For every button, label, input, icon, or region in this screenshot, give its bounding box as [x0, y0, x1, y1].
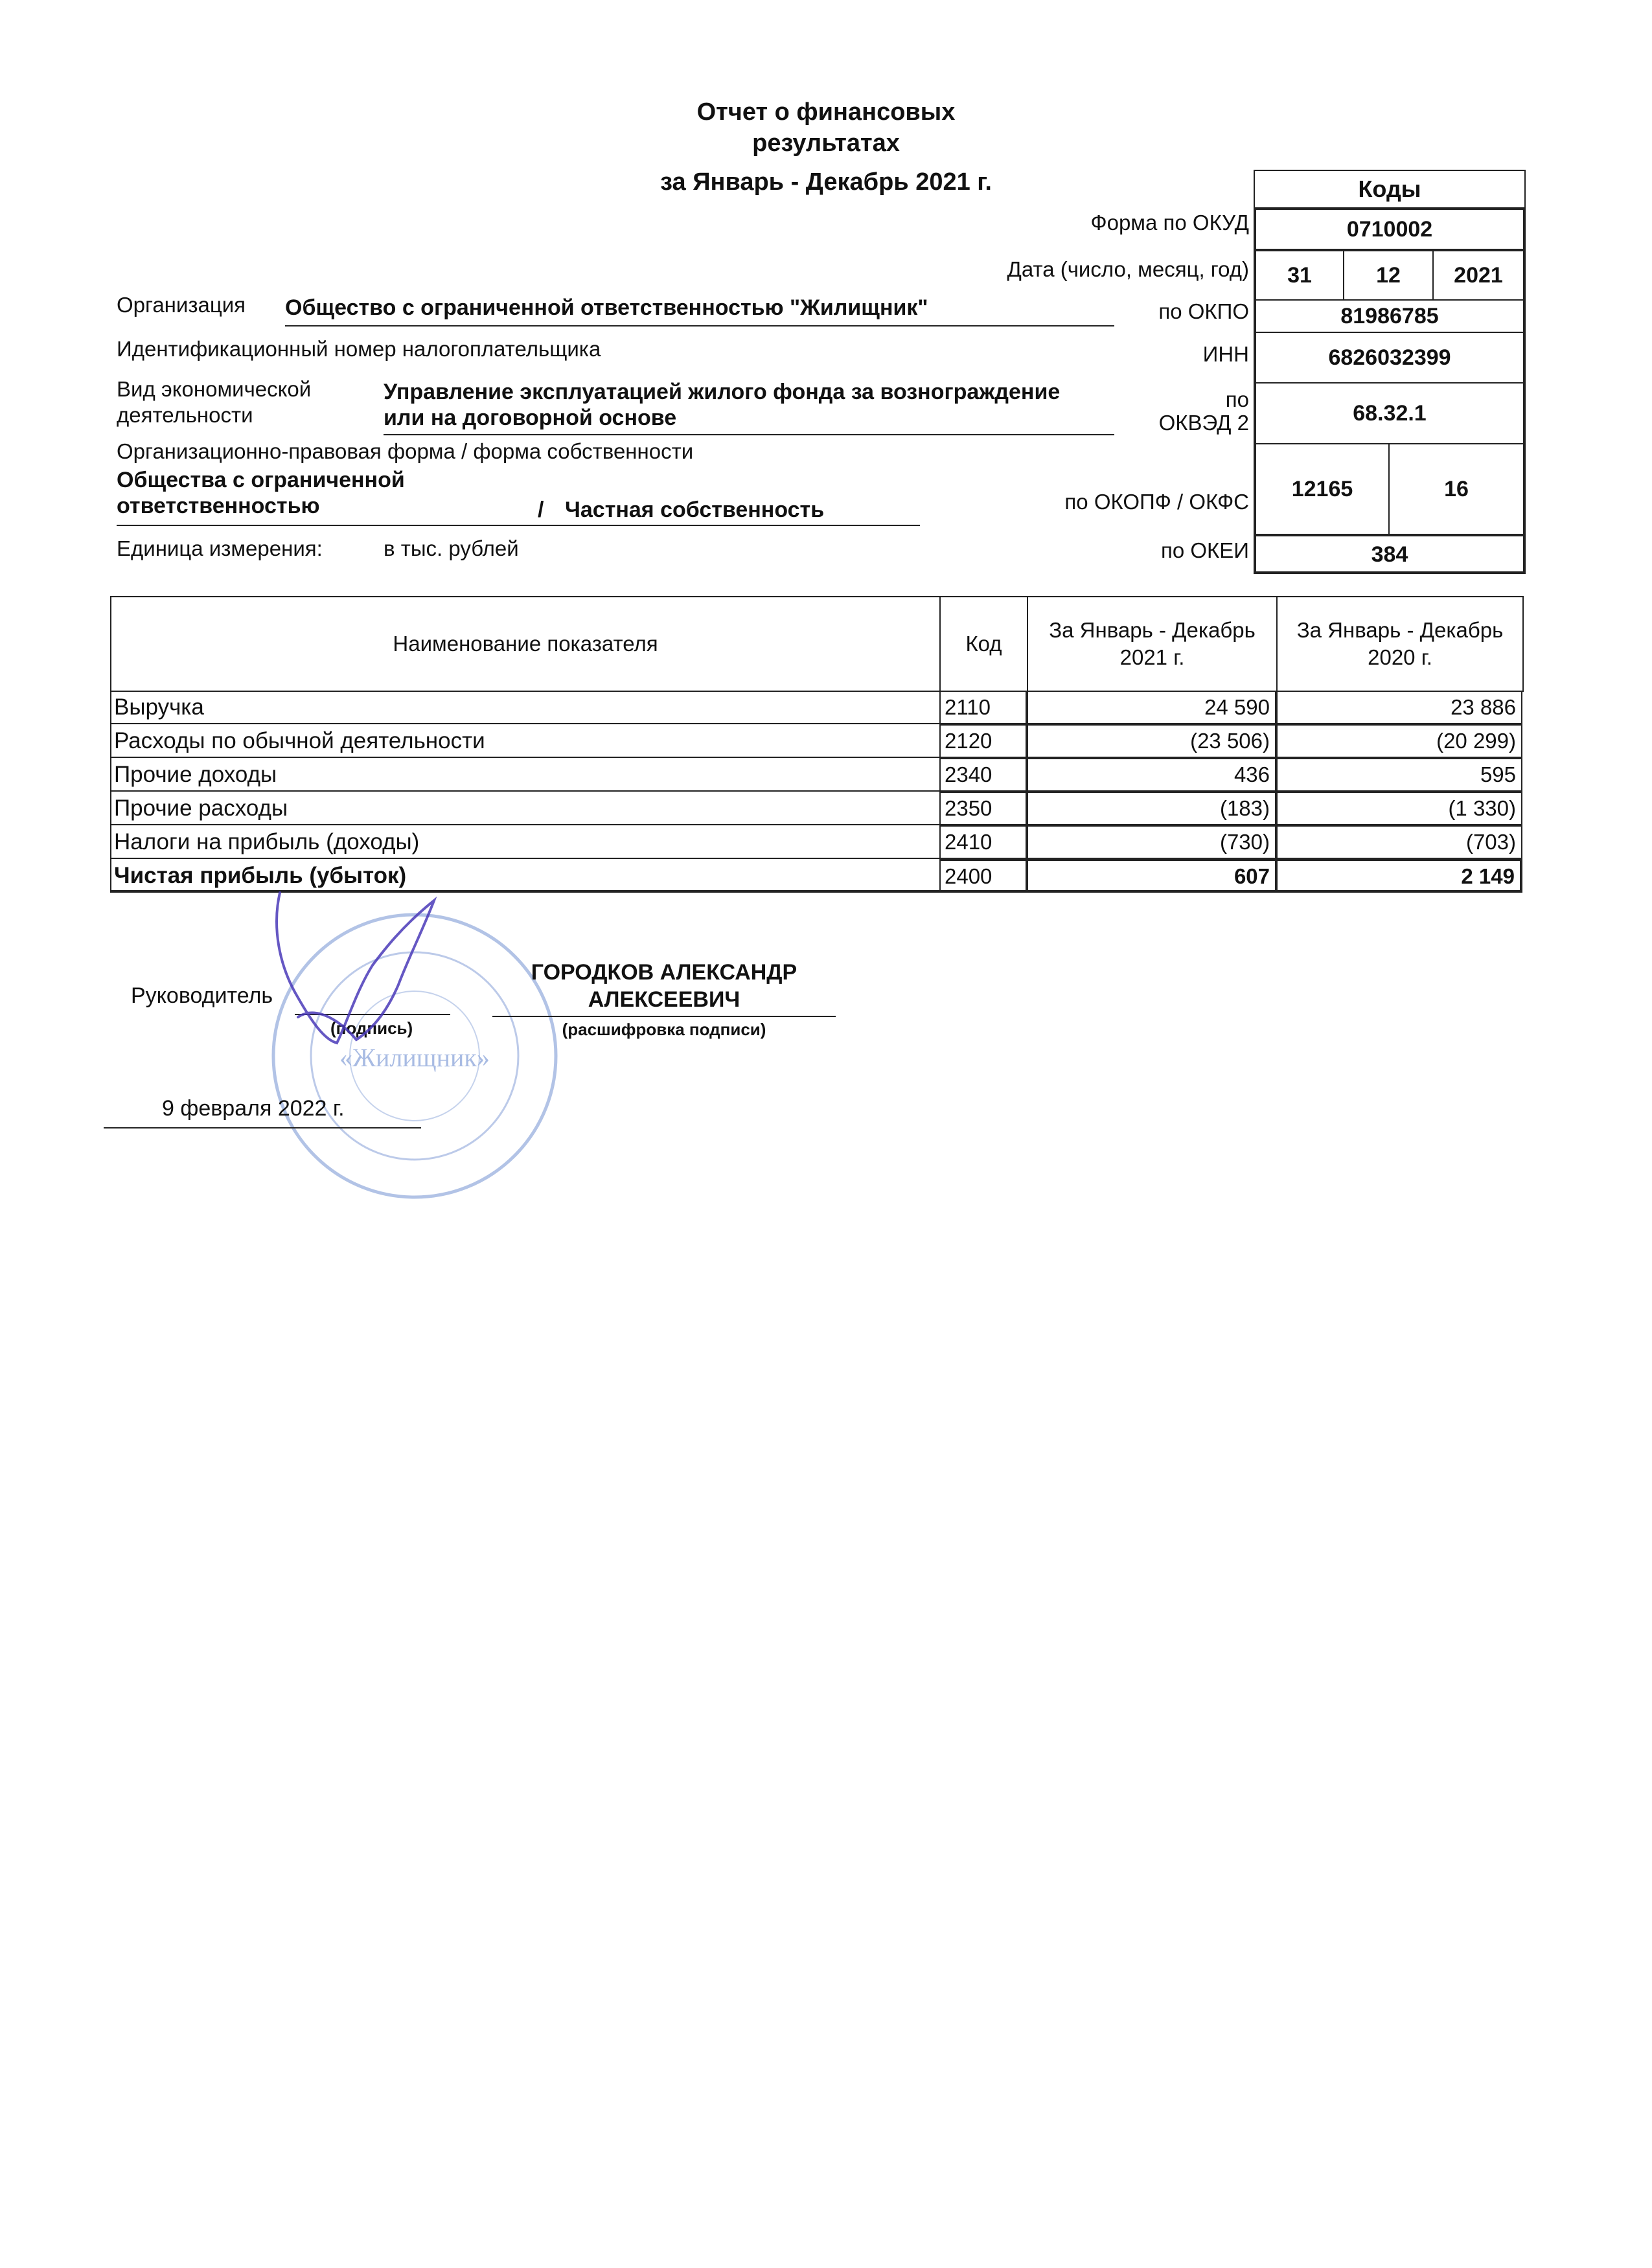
okved-label-line1: по [1225, 387, 1249, 411]
codes-heading: Коды [1254, 170, 1526, 209]
org-name: Общество с ограниченной ответственностью "Жилищник" [285, 295, 1114, 326]
date-line [104, 1127, 421, 1128]
row-value-2020: (703) [1276, 825, 1522, 859]
col-header-name: Наименование показателя [110, 596, 941, 692]
row-code: 2340 [939, 758, 1027, 792]
okfs-value: 16 [1388, 443, 1526, 535]
head-name-line1: ГОРОДКОВ АЛЕКСАНДР [531, 960, 797, 985]
sign-date: 9 февраля 2022 г. [162, 1096, 345, 1121]
col-header-2021 [1027, 596, 1278, 692]
okei-label: по ОКЕИ [1160, 538, 1249, 562]
activity-label-line2: деятельности [117, 403, 253, 427]
handwritten-signature [259, 888, 466, 1056]
date-year: 2021 [1432, 250, 1526, 301]
okved-value: 68.32.1 [1254, 382, 1526, 444]
legal-form-line2: ответственностью [117, 494, 920, 526]
row-value-2021: (23 506) [1027, 724, 1276, 758]
ownership-form: Частная собственность [565, 498, 825, 522]
inn-label: ИНН [1202, 342, 1249, 366]
row-code: 2110 [939, 691, 1027, 724]
unit-label: Единица измерения: [117, 536, 323, 560]
row-value-2020: 595 [1276, 758, 1522, 792]
report-title-line2: результатах [752, 130, 900, 157]
okopf-value: 12165 [1254, 443, 1390, 535]
org-label: Организация [117, 293, 246, 317]
legal-form-label: Организационно-правовая форма / форма собственности [117, 439, 694, 463]
row-value-2020: (1 330) [1276, 792, 1522, 825]
report-period: за Январь - Декабрь 2021 г. [660, 168, 992, 196]
row-code: 2400 [939, 859, 1027, 893]
stamp-text: «Жилищник» [339, 1043, 490, 1072]
row-code: 2350 [939, 792, 1027, 825]
col-header-2020-line2: 2020 г. [1368, 645, 1432, 669]
date-day: 31 [1254, 250, 1344, 301]
head-label: Руководитель [131, 983, 273, 1008]
col-header-2021-line1: За Январь - Декабрь [1049, 618, 1256, 642]
unit-value: в тыс. рублей [384, 536, 519, 560]
row-value-2020: 23 886 [1276, 691, 1522, 724]
row-value-2021: 436 [1027, 758, 1276, 792]
row-value-2021: (183) [1027, 792, 1276, 825]
inn-value: 6826032399 [1254, 332, 1526, 384]
head-name-line2: АЛЕКСЕЕВИЧ [588, 987, 740, 1012]
row-value-2021: 607 [1027, 859, 1276, 893]
legal-form-line1: Общества с ограниченной [117, 468, 405, 492]
inn-title: Идентификационный номер налогоплательщика [117, 337, 601, 361]
col-header-2020 [1276, 596, 1524, 692]
okved-label-line2: ОКВЭД 2 [1158, 411, 1249, 435]
name-caption: (расшифровка подписи) [562, 1020, 766, 1039]
col-header-code: Код [939, 596, 1028, 692]
report-title-line1: Отчет о финансовых [696, 98, 956, 126]
okei-value: 384 [1254, 534, 1526, 574]
date-label: Дата (число, месяц, год) [1007, 257, 1249, 281]
row-code: 2410 [939, 825, 1027, 859]
okpo-label: по ОКПО [1158, 299, 1249, 323]
row-name: Расходы по обычной деятельности [110, 724, 939, 758]
row-value-2021: (730) [1027, 825, 1276, 859]
activity-label-line1: Вид экономической [117, 377, 312, 401]
row-name: Прочие расходы [110, 792, 939, 825]
activity-line2: или на договорной основе [384, 406, 1114, 435]
okud-label: Форма по ОКУД [1090, 211, 1249, 235]
row-value-2020: 2 149 [1276, 859, 1522, 893]
col-header-2021-line2: 2021 г. [1119, 645, 1185, 669]
legal-form-separator: / [538, 498, 544, 522]
signature-caption: (подпись) [330, 1018, 413, 1038]
row-value-2020: (20 299) [1276, 724, 1522, 758]
row-name: Выручка [110, 691, 939, 724]
row-name: Чистая прибыль (убыток) [110, 859, 939, 893]
date-month: 12 [1343, 250, 1434, 301]
okud-value: 0710002 [1254, 207, 1526, 251]
okpo-value: 81986785 [1254, 299, 1526, 333]
row-name: Прочие доходы [110, 758, 939, 792]
row-value-2021: 24 590 [1027, 691, 1276, 724]
row-name: Налоги на прибыль (доходы) [110, 825, 939, 859]
name-line [492, 1016, 836, 1017]
row-code: 2120 [939, 724, 1027, 758]
okopf-okfs-label: по ОКОПФ / ОКФС [1064, 490, 1249, 514]
col-header-2020-line1: За Январь - Декабрь [1296, 618, 1504, 642]
activity-line1: Управление эксплуатацией жилого фонда за вознограждение [384, 380, 1061, 404]
